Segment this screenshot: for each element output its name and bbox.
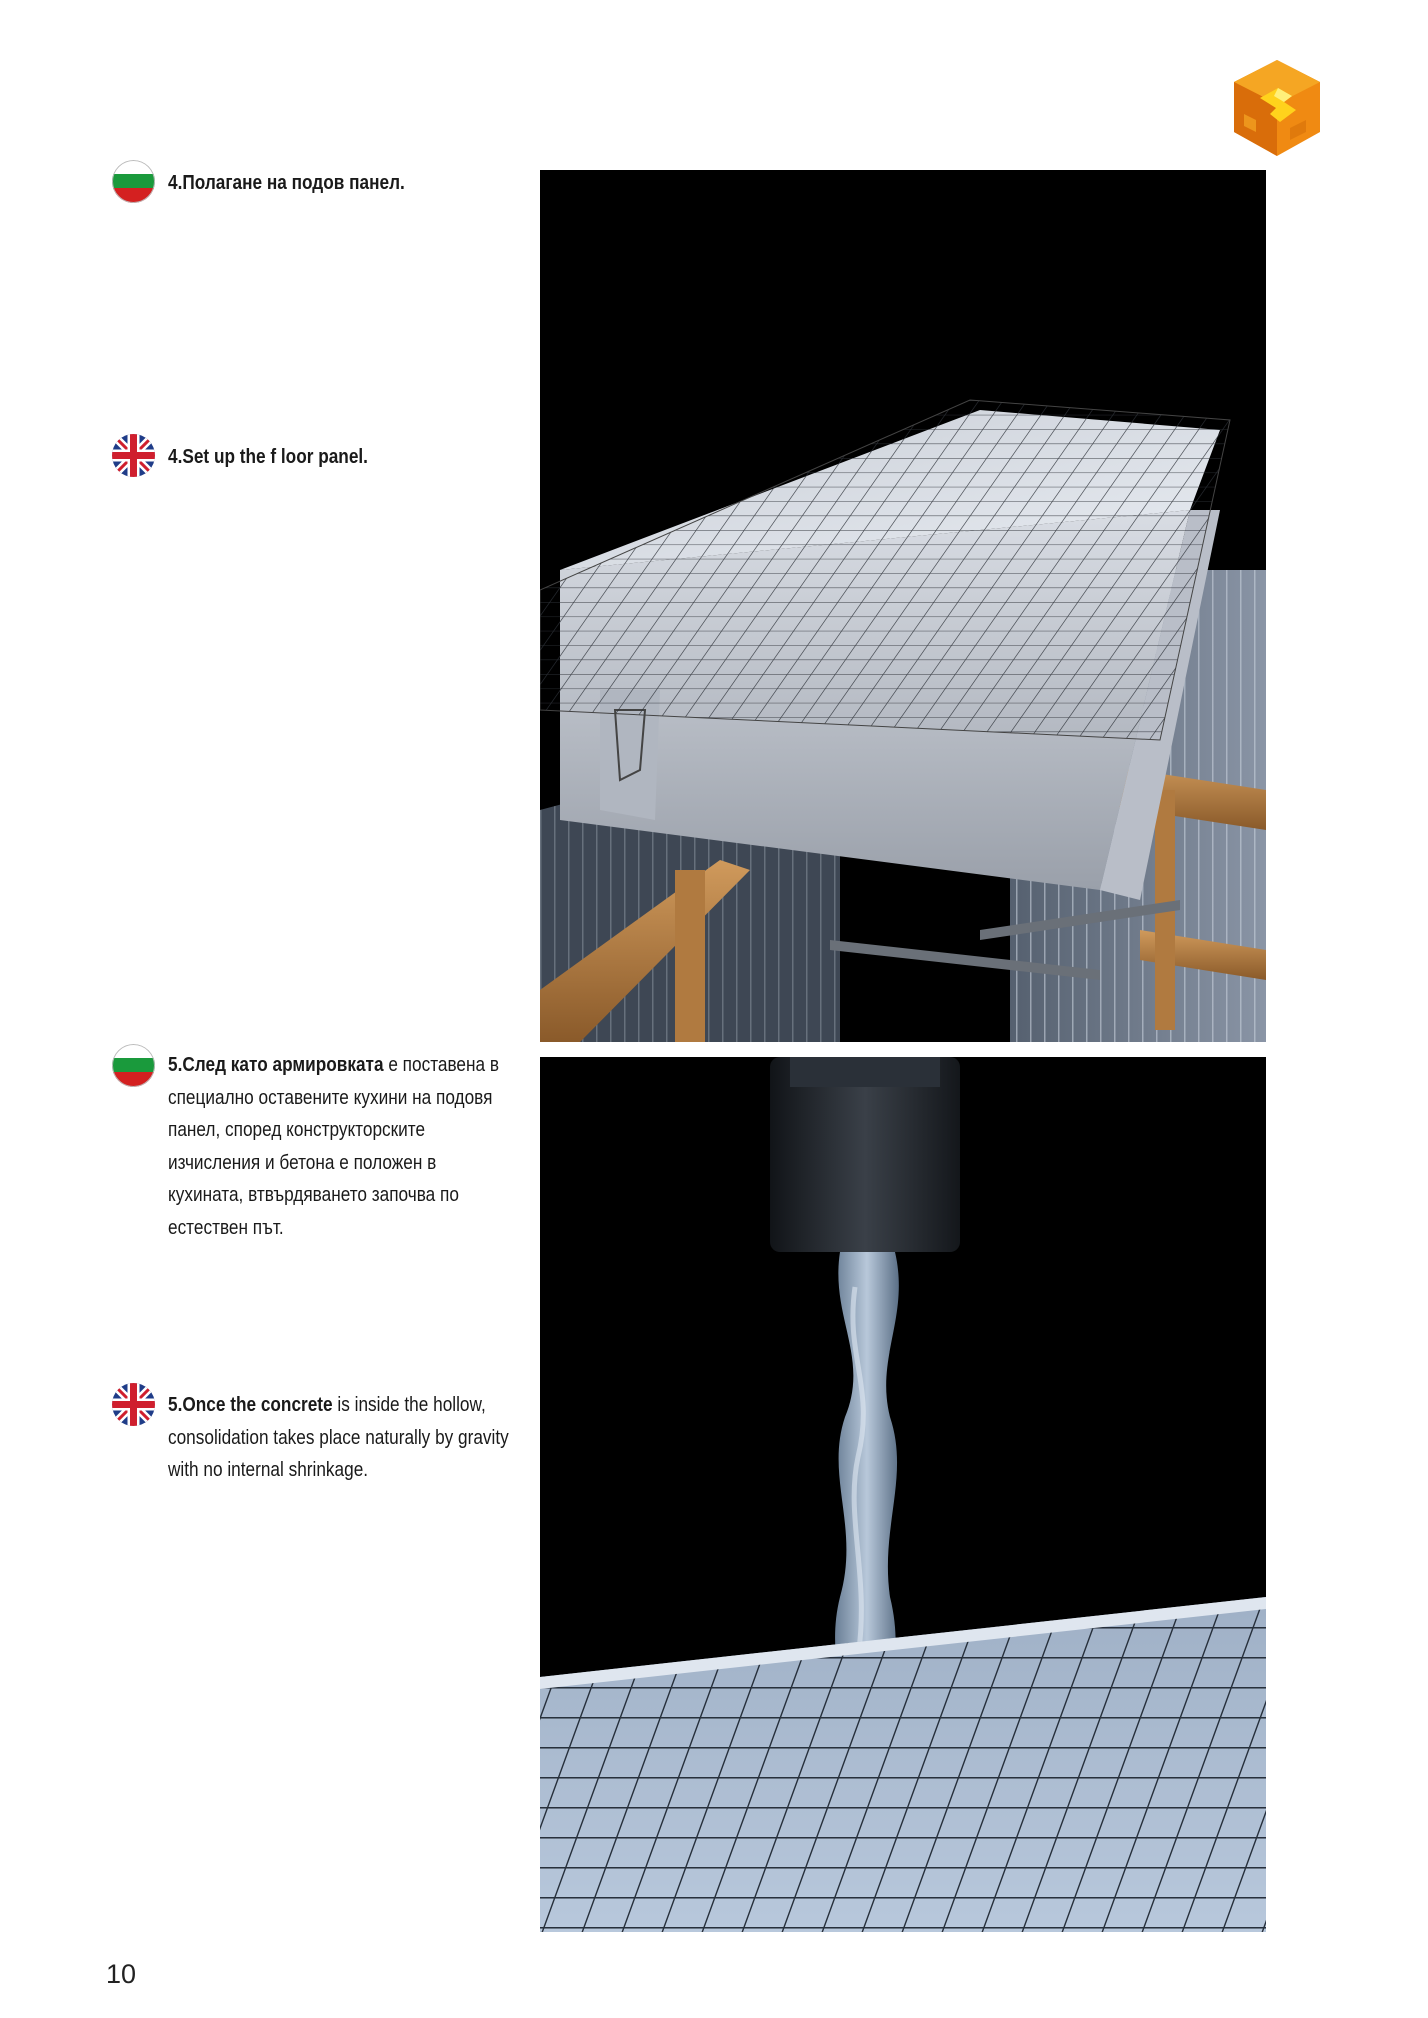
section-floor-panel-en xyxy=(168,441,516,474)
section-heading: 4.Set up the f loor panel. xyxy=(168,445,368,468)
page-number: 10 xyxy=(106,1959,137,1989)
bulgarian-flag-icon xyxy=(112,1044,155,1087)
british-flag-icon xyxy=(112,1383,155,1426)
company-logo-icon xyxy=(1230,58,1324,158)
section-text: is inside the hollow, consolidation takes place naturally by gravity with no internal shrinkage. xyxy=(168,1393,509,1481)
section-floor-panel-bg xyxy=(168,167,516,200)
bulgarian-flag-icon xyxy=(112,160,155,203)
section-heading: 5.Once the concrete xyxy=(168,1393,333,1416)
british-flag-icon xyxy=(112,434,155,477)
section-concrete-en xyxy=(168,1389,516,1487)
concrete-pour-photo xyxy=(540,1057,1266,1932)
section-heading: 4.Полагане на подов панел. xyxy=(168,171,405,194)
section-concrete-bg xyxy=(168,1049,516,1244)
floor-panel-photo xyxy=(540,170,1266,1042)
section-heading: 5.След като армировката xyxy=(168,1053,384,1076)
section-text: е поставена в специално оставените кухини на подовя панел, според конструкторските изчисления и бетона е положен в кухината, втвърдяването започва по естествен път. xyxy=(168,1053,500,1239)
